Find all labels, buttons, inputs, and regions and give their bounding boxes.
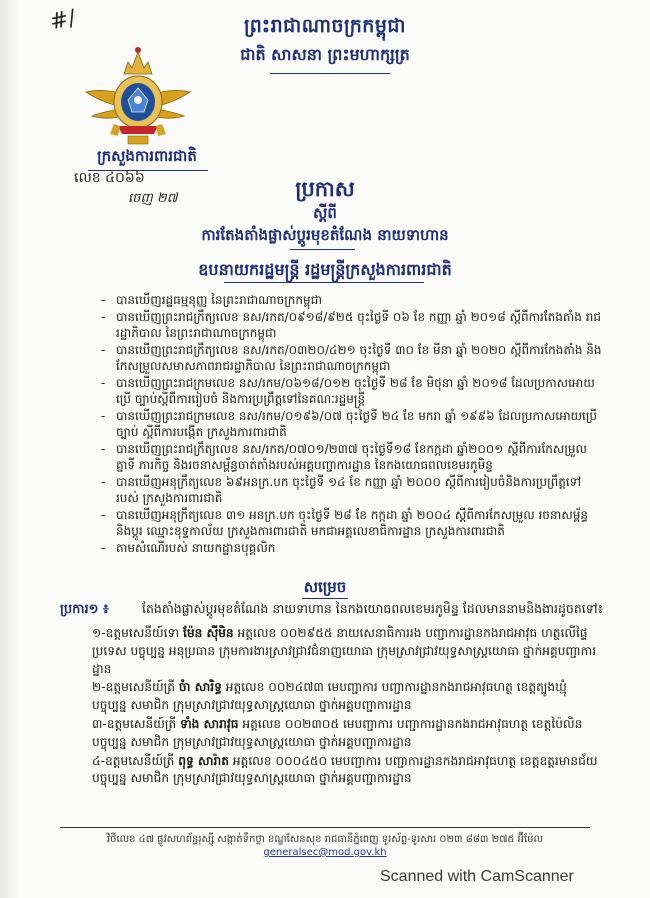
recital-item: - បានឃើញព្រះរាជក្រឹត្យលេខ នស/រកត/០៣២០/៤២១ ចុះថ្ងៃទី ៣០ ខែ មីនា ឆ្នាំ ២០២០ ស្តីពីការកែងតាំង និង កែសម្រួលសមាសភាពរាជរដ្ឋាភិបាល នៃព្រះរាជាណាចក្រកម្ពុជា [98, 342, 603, 375]
recital-item: - បានឃើញអនុក្រឹត្យលេខ ៣១ អនក្រ.បក ចុះថ្ងៃទី ២៨ ខែ កក្កដា ឆ្នាំ ២០០៤ ស្តីពីការកែសម្រួល រចនាសម្ព័ន្ធ និងប្តូរ ឈ្មោះខុទ្ទកាល័យ ក្រសួងការពារជាតិ មកជាអគ្គលេខាធិការដ្ឋាន ក្រសួងការពារជាតិ [98, 507, 603, 540]
handwritten-corner-mark: #/ [47, 5, 79, 36]
appointee-rank: ៤-ឧត្តមសេនីយ៍ត្រី [92, 753, 175, 768]
ministry-name: ក្រសួងការពារជាតិ [97, 147, 197, 165]
appointee-name: ចំា សារិទ្ធ [178, 680, 222, 695]
recital-item: - តាមសំណើរបស់ នាយកដ្ឋានបុគ្គលិក [98, 540, 603, 557]
appointee-details: អត្តលេខ ០០២៤៧៣ មេបញ្ជាការ បញ្ជាការដ្ឋានកងរាជអាវុធហត្ថ ខេត្តត្បូងឃ្មុំ បច្ចុប្បន្ន សមាជិក ក្រុមស្រាវជ្រាវយុទ្ធសាស្ត្រយោធា ថ្នាក់អគ្គបញ្ជាការដ្ឋាន [92, 680, 567, 713]
document-title: ប្រកាស [295, 177, 355, 201]
recital-item: - បានឃើញព្រះរាជក្រមលេខ នស/រកម/០១៩៦/០៧ ចុះថ្ងៃទី ២៤ ខែ មករា ឆ្នាំ ១៩៩៦ ដែលប្រកាសអោយប្រើច្បាប់ ស្តីពីការបង្កើត ក្រសួងការពារជាតិ [98, 408, 603, 441]
subject-divider [290, 249, 355, 250]
appointee-rank: ៣-ឧត្តមសេនីយ៍ត្រី [92, 716, 177, 731]
article-label: ប្រការ១ ៖ [60, 602, 109, 617]
reference-number: លេខ ៤០៦៦ [74, 170, 145, 186]
appointee-item [92, 679, 604, 715]
document-about: ស្តីពី [313, 204, 337, 222]
header-kingdom: ព្រះរាជាណាចក្រកម្ពុជា [244, 15, 406, 37]
appointee-rank: ១-ឧត្តមសេនីយ៍ទោ [92, 626, 180, 640]
appointee-details: អត្តលេខ ០០២៣០៥ មេបញ្ជាការ បញ្ជាការដ្ឋានកងរាជអាវុធហត្ថ ខេត្តប៉ៃលិន បច្ចុប្បន្ន សមាជិក ក្រុមស្រាវជ្រាវយុទ្ធសាស្ត្រយោធា ថ្នាក់អគ្គបញ្ជាការដ្ឋាន [92, 716, 583, 749]
reference-date: ចេញ ២៧ [128, 191, 178, 206]
appointee-name: ម៉ែន ស៊ីមិន [183, 626, 234, 640]
article-text: តែងតាំងផ្លាស់ប្តូរមុខតំណែង នាយទាហាន នៃកងយោធពលខេមរភូមិន្ទ ដែលមាននាមនិងងារដូចតទៅ៖ [142, 601, 604, 616]
header-motto: ជាតិ សាសនា ព្រះមហាក្សត្រ [240, 45, 410, 64]
minister-divider [224, 282, 424, 283]
recitals-list [98, 292, 603, 556]
recital-item: - បានឃើញរដ្ឋធម្មនុញ្ញ នៃព្រះរាជាណាចក្រកម្ពុជា [98, 292, 603, 309]
footer-email-link[interactable]: generalsec@mod.gov.kh [263, 847, 387, 858]
appointee-name: ពុទ្ធ សារ៉ាត [178, 753, 229, 768]
ministry-of-national-defense-emblem-icon [84, 40, 192, 150]
scanner-watermark: Scanned with CamScanner [380, 868, 574, 885]
appointee-item [92, 625, 604, 678]
appointee-details: អត្តលេខ ០០២៩៥៥ នាយសេនាធិការរង បញ្ជាការដ្ឋានកងរាជអាវុធ ហត្ថលើផ្ទៃប្រទេស បច្ចុប្បន្ន អនុប្រធាន ក្រុមការងារស្រាវជ្រាវជំនាញយោធា ក្រុមស្រាវជ្រាវយុទ្ធសាស្ត្រយោធា ថ្នាក់អគ្គបញ្ជាការដ្ឋាន [92, 626, 597, 676]
appointee-name: ទាំង សារាវុធ [180, 716, 239, 731]
document-subject: ការតែងតាំងផ្លាស់ប្តូរមុខតំណែង នាយទាហាន [201, 226, 449, 244]
appointee-rank: ២-ឧត្តមសេនីយ៍ត្រី [92, 680, 176, 695]
appointee-item [92, 716, 604, 752]
recital-item: - បានឃើញព្រះរាជក្រឹត្យលេខ នស/រកត/០៩១៨/៩២៥ ចុះថ្ងៃទី ០៦ ខែ កញ្ញា ឆ្នាំ ២០១៨ ស្តីពីការតែងតាំង រាជរដ្ឋាភិបាល នៃព្រះរាជាណាចក្រកម្ពុជា [98, 309, 603, 342]
minister-title: ឧបនាយករដ្ឋមន្ត្រី រដ្ឋមន្ត្រីក្រសួងការពារជាតិ [198, 260, 452, 279]
recital-item: - បានឃើញអនុក្រឹត្យលេខ ៦៩អនក្រ.បក ចុះថ្ងៃទី ១៤ ខែ កញ្ញា ឆ្នាំ ២០០០ ស្តីពីការរៀបចំនិងការប្រព្រឹត្តទៅរបស់ ក្រសួងការពារជាតិ [98, 474, 603, 507]
header-divider [270, 73, 390, 74]
footer-address [60, 832, 590, 858]
recital-item: - បានឃើញព្រះរាជក្រឹត្យលេខ នស/រកត/០៧០១/២៣៧ ចុះថ្ងៃទី១៨ ខែកក្កដា ឆ្នាំ២០០១ ស្តីពីការកែសម្រួលគ្នាទី ភារកិច្ច និងរចនាសម្ព័ន្ធចាត់តាំងរបស់អគ្គបញ្ជាការដ្ឋាន នៃកងយោធពលខេមរភូមិន្ទ [98, 441, 603, 474]
footer-divider [60, 827, 590, 828]
recital-item: - បានឃើញព្រះរាជក្រមលេខ នស/រកម/០៦១៨/០១២ ចុះថ្ងៃទី ២៨ ខែ មិថុនា ឆ្នាំ ២០១៨ ដែលប្រកាសអោយប្រើ ច្បាប់ស្តីពីការរៀបចំ និងការប្រព្រឹត្តទៅនៃគណៈរដ្ឋមន្ត្រី [98, 375, 603, 408]
appointee-item [92, 753, 604, 789]
appointees-list [92, 625, 604, 789]
footer-address-text: វិថីលេខ ៤៧ ផ្លូវសហព័ន្ធរុស្ស៊ី សង្កាត់ទឹកថ្លា ខណ្ឌសែនសុខ រាជធានីភ្នំពេញ ទូរស័ព្ទ-ទូរសារ ០២៣ ៨៨៣ ២៧៥ អ៊ីម៉ែល [106, 834, 544, 845]
decision-heading: សម្រេច [303, 578, 347, 596]
decision-divider [302, 598, 348, 599]
page-edge-shadow [0, 0, 18, 898]
appointee-details: អត្តលេខ ០០០៤៥០ មេបញ្ជាការ បញ្ជាការដ្ឋានកងរាជអាវុធហត្ថ ខេត្តឧត្តរមានជ័យ បច្ចុប្បន្ន សមាជិក ក្រុមស្រាវជ្រាវយុទ្ធសាស្ត្រយោធា ថ្នាក់អគ្គបញ្ជាការដ្ឋាន [92, 753, 598, 786]
